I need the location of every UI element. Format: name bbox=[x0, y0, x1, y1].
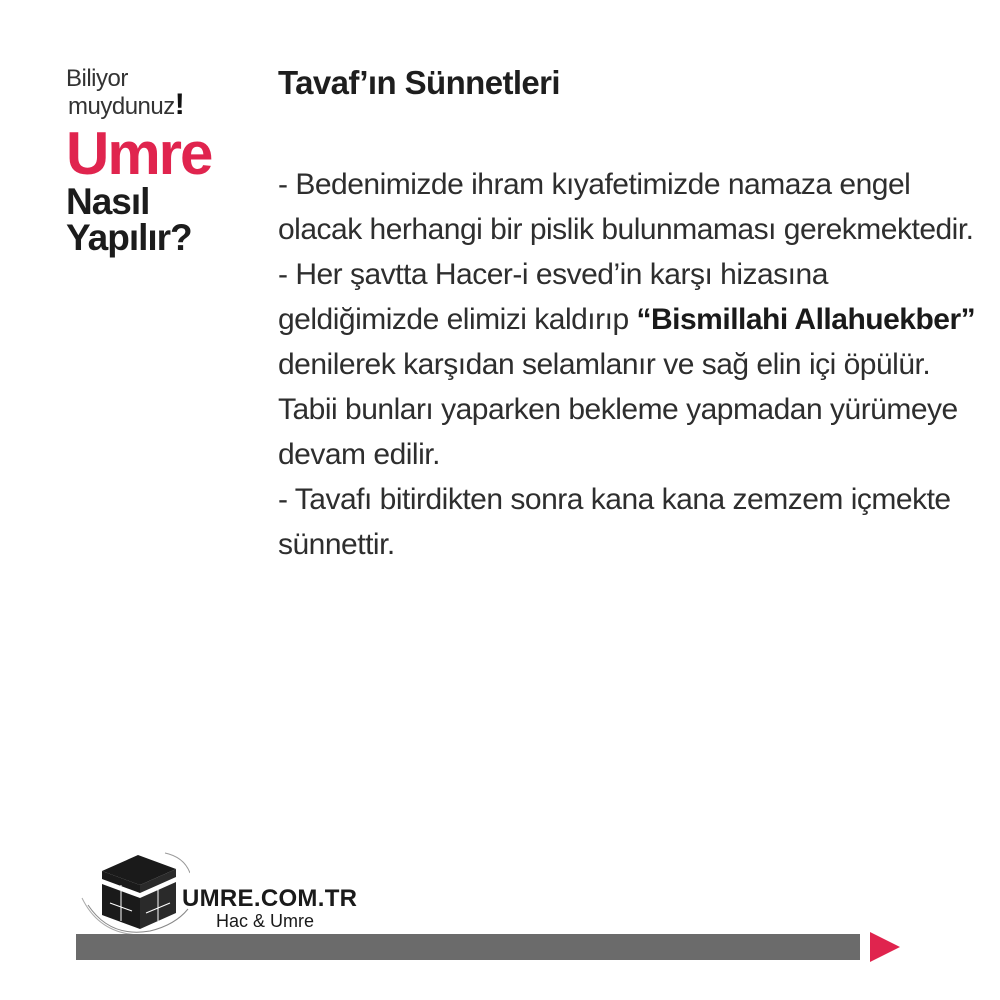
paragraph-2-end: denilerek karşıdan selamlanır ve sağ elin içi öpülür. Tabii bunları yaparken bekleme yapmadan yürümeye devam edilir. bbox=[278, 348, 958, 471]
site-tagline: Hac & Umre bbox=[216, 911, 315, 931]
footer-bar bbox=[76, 934, 860, 960]
page-title: Tavaf’ın Sünnetleri bbox=[278, 64, 560, 101]
site-name: UMRE.COM.TR bbox=[182, 885, 358, 912]
exclamation-mark: ! bbox=[174, 88, 185, 121]
bismillah-phrase: “Bismillahi Allahuekber” bbox=[636, 303, 976, 336]
did-you-know-line2: muydunuz bbox=[68, 93, 175, 120]
site-logo[interactable] bbox=[80, 843, 400, 938]
paragraph-2 bbox=[278, 252, 978, 477]
series-subtitle-line1: Nasıl bbox=[66, 181, 150, 222]
series-title: Umre bbox=[66, 120, 212, 187]
paragraph-1: - Bedenimizde ihram kıyafetimizde namaza engel olacak herhangi bir pislik bulunmaması gerekmektedir. bbox=[278, 168, 974, 246]
series-subtitle-line2: Yapılır? bbox=[66, 217, 192, 258]
did-you-know-label bbox=[66, 66, 256, 120]
body-text bbox=[278, 162, 978, 567]
paragraph-2-start: - Her şavtta Hacer-i esved’in karşı hizasına geldiğimizde elimizi kaldırıp bbox=[278, 258, 828, 336]
play-arrow-icon[interactable] bbox=[868, 930, 902, 964]
kaaba-icon bbox=[80, 843, 190, 938]
paragraph-3: - Tavafı bitirdikten sonra kana kana zemzem içmekte sünnettir. bbox=[278, 483, 951, 561]
series-badge bbox=[66, 66, 256, 256]
did-you-know-line1: Biliyor bbox=[66, 65, 128, 92]
